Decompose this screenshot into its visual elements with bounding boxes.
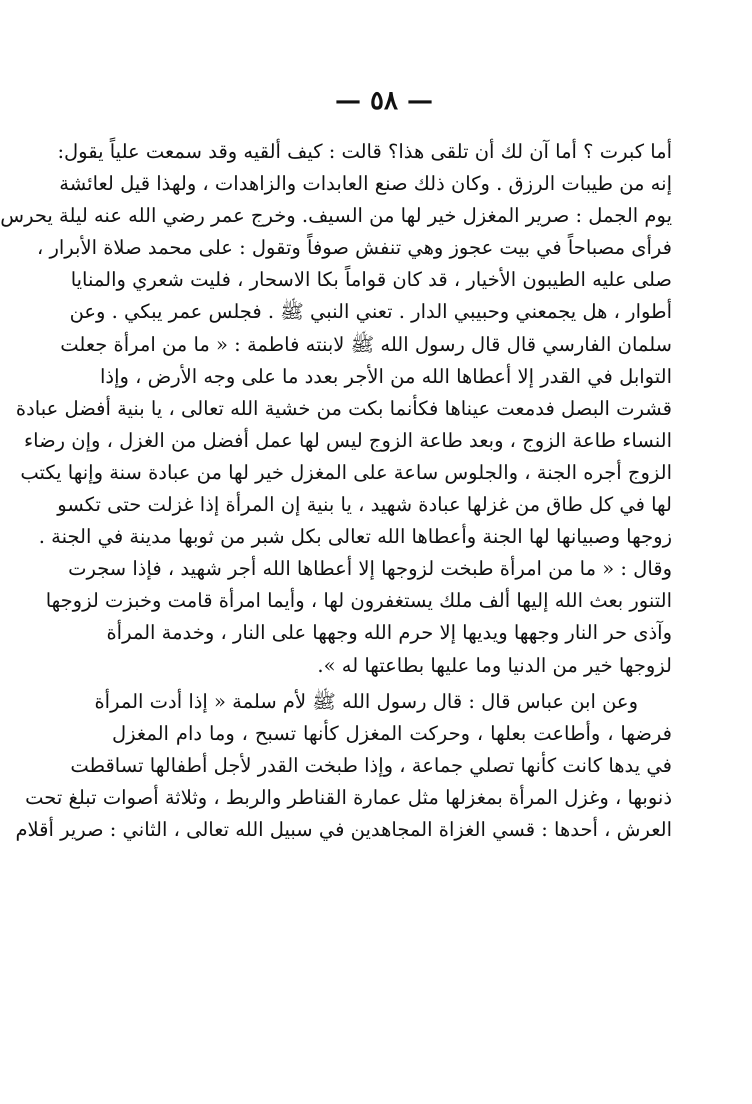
page-number: — ٥٨ —	[334, 86, 434, 116]
text-line: التوابل في القدر إلا أعطاها الله من الأجر بعدد ما على وجه الأرض ، وإذا	[100, 364, 672, 388]
text-line: سلمان الفارسي قال قال رسول الله ﷺ لابنته فاطمة : « ما من امرأة جعلت	[60, 332, 672, 356]
text-line: لزوجها خير من الدنيا وما عليها بطاعتها له ».	[317, 653, 672, 677]
text-line: فرأى مصباحاً في بيت عجوز وهي تنفش صوفاً وتقول : على محمد صلاة الأبرار ،	[36, 236, 672, 260]
text-line: وعن ابن عباس قال : قال رسول الله ﷺ لأم سلمة « إذا أدت المرأة	[94, 689, 638, 713]
paragraph	[15, 686, 672, 846]
text-line: أطوار ، هل يجمعني وحبيبي الدار . تعني النبي ﷺ . فجلس عمر يبكي . وعن	[69, 300, 672, 324]
text-line: يوم الجمل : صرير المغزل خير لها من السيف. وخرج عمر رضي الله عنه ليلة يحرس	[0, 204, 672, 228]
text-line: زوجها وصبيانها لها الجنة وأعطاها الله تعالى بكل شبر من ثوبها مدينة في الجنة .	[38, 525, 672, 549]
text-line: النساء طاعة الزوج ، وبعد طاعة الزوج ليس لها عمل أفضل من الغزل ، وإن رضاء	[23, 428, 672, 452]
text-line: العرش ، أحدها : قسي الغزاة المجاهدين في سبيل الله تعالى ، الثاني : صرير أقلام	[15, 817, 672, 841]
text-line: في يدها كانت كأنها تصلي جماعة ، وإذا طبخت القدر لأجل أطفالها تساقطت	[70, 753, 672, 777]
text-line: الزوج أجره الجنة ، والجلوس ساعة على المغزل خير لها من عبادة سنة وإنها يكتب	[20, 460, 672, 484]
text-line: صلى عليه الطيبون الأخيار ، قد كان قواماً بكا الاسحار ، فليت شعري والمنايا	[70, 268, 672, 292]
text-line: ذنوبها ، وغزل المرأة بمغزلها مثل عمارة القناطر والربط ، وثلاثة أصوات تبلغ تحت	[25, 785, 672, 809]
text-line: وقال : « ما من امرأة طبخت لزوجها إلا أعطاها الله أجر شهيد ، فإذا سجرت	[68, 557, 672, 581]
text-line: لها في كل طاق من غزلها عبادة شهيد ، يا بنية إن المرأة إذا غزلت حتى تكسو	[57, 493, 672, 517]
text-line: وآذى حر النار وجهها ويديها إلا حرم الله وجهها على النار ، وخدمة المرأة	[106, 621, 672, 645]
page-body-text	[0, 136, 672, 846]
text-line: التنور بعث الله إليها ألف ملك يستغفرون لها ، وأيما امرأة قامت وخبزت لزوجها	[45, 589, 672, 613]
text-line: أما كبرت ؟ أما آن لك أن تلقى هذا؟ قالت : كيف ألقيه وقد سمعت علياً يقول:	[57, 140, 672, 163]
text-line: قشرت البصل فدمعت عيناها فكأنما بكت من خشية الله تعالى ، يا بنية أفضل عبادة	[15, 396, 672, 420]
paragraph	[0, 136, 672, 682]
text-line: فرضها ، وأطاعت بعلها ، وحركت المغزل كأنها تسبح ، وما دام المغزل	[112, 721, 672, 745]
text-line: إنه من طيبات الرزق . وكان ذلك صنع العابدات والزاهدات ، ولهذا قيل لعائشة	[59, 172, 672, 196]
